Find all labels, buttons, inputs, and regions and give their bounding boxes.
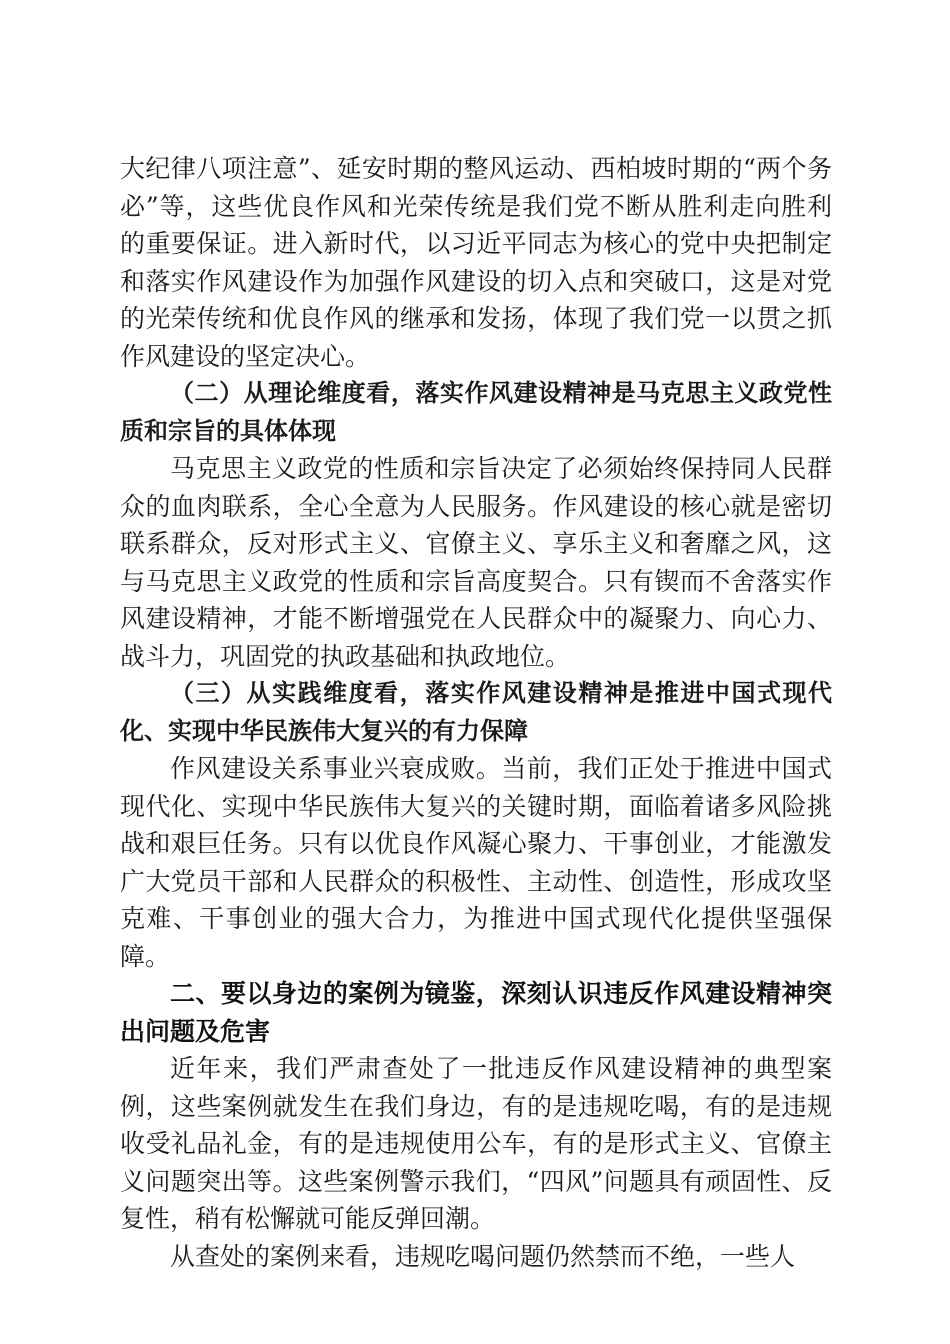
document-page — [120, 150, 832, 1275]
paragraph-practice: 作风建设关系事业兴衰成败。当前，我们正处于推进中国式现代化、实现中华民族伟大复兴的关键时期，面临着诸多风险挑战和艰巨任务。只有以优良作风凝心聚力、干事创业，才能激发广大党员干部和人民群众的积极性、主动性、创造性，形成攻坚克难、干事创业的强大合力，为推进中国式现代化提供坚强保障。 — [120, 754, 832, 971]
paragraph-cases-continued: 从查处的案例来看，违规吃喝问题仍然禁而不绝，一些人 — [170, 1241, 796, 1271]
paragraph-theory: 马克思主义政党的性质和宗旨决定了必须始终保持同人民群众的血肉联系，全心全意为人民服务。作风建设的核心就是密切联系群众，反对形式主义、官僚主义、享乐主义和奢靡之风，这与马克思主义政党的性质和宗旨高度契合。只有锲而不舍落实作风建设精神，才能不断增强党在人民群众中的凝聚力、向心力、战斗力，巩固党的执政基础和执政地位。 — [120, 454, 832, 671]
subheading-theory: （二）从理论维度看，落实作风建设精神是马克思主义政党性质和宗旨的具体体现 — [120, 379, 832, 445]
section-heading-two: 二、要以身边的案例为镜鉴，深刻认识违反作风建设精神突出问题及危害 — [120, 979, 832, 1046]
paragraph-continued: 大纪律八项注意”、延安时期的整风运动、西柏坡时期的“两个务必”等，这些优良作风和光荣传统是我们党不断从胜利走向胜利的重要保证。进入新时代，以习近平同志为核心的党中央把制定和落实作风建设作为加强作风建设的切入点和突破口，这是对党的光荣传统和优良作风的继承和发扬，体现了我们党一以贯之抓作风建设的坚定决心。 — [120, 154, 832, 371]
paragraph-cases: 近年来，我们严肃查处了一批违反作风建设精神的典型案例，这些案例就发生在我们身边，有的是违规吃喝，有的是违规收受礼品礼金，有的是违规使用公车，有的是形式主义、官僚主义问题突出等。这些案例警示我们，“四风”问题具有顽固性、反复性，稍有松懈就可能反弹回潮。 — [120, 1054, 832, 1233]
subheading-practice: （三）从实践维度看，落实作风建设精神是推进中国式现代化、实现中华民族伟大复兴的有力保障 — [120, 679, 832, 745]
